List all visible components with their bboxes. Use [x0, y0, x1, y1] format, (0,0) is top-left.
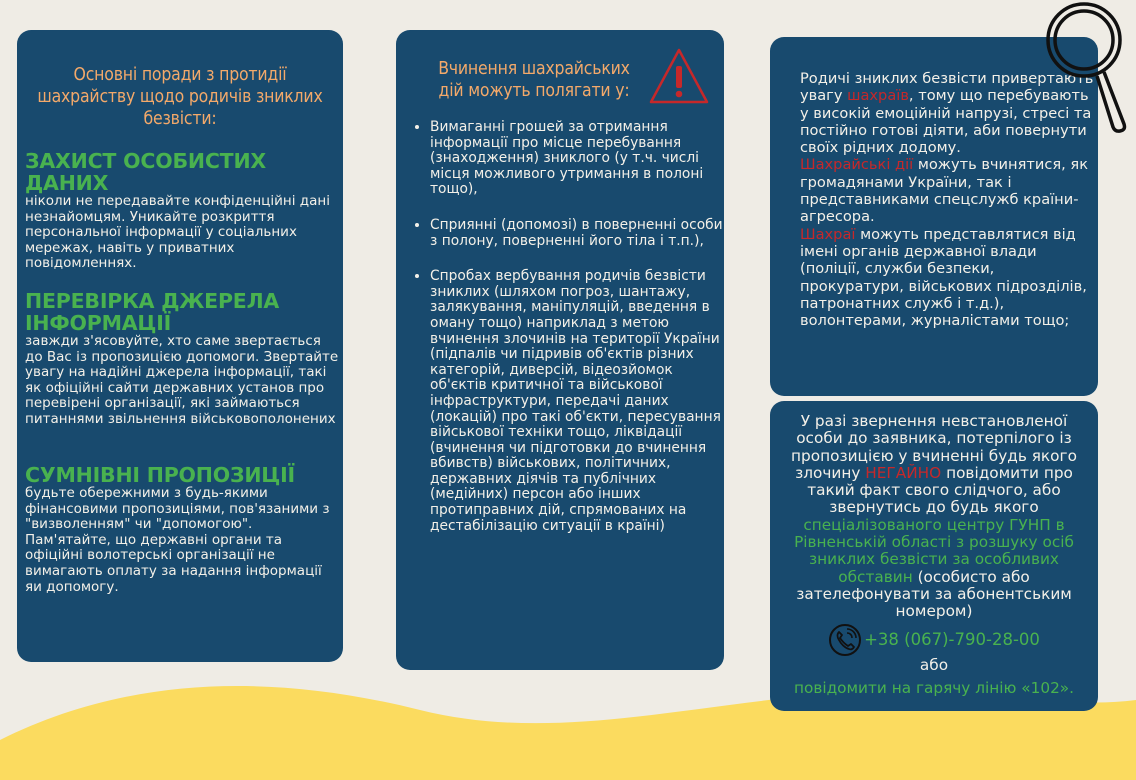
phone-number-link[interactable]: +38 (067)-790-28-00	[864, 630, 1040, 650]
section-heading: ЗАХИСТ ОСОБИСТИХ ДАНИХ	[25, 149, 267, 195]
section-doubtful-offers	[25, 464, 339, 595]
tips-panel	[17, 30, 343, 662]
text-segment: , тому що перебувають у високій емоційній напрузі, стресі та постійно готові діяти, аби повернути своїх рідних додому.	[800, 87, 1092, 157]
section-body: ніколи не передавайте конфіденційні дані незнайомцям. Уникайте розкриття персональної інформації у соціальних мережах, навіть у приватних повідомленнях.	[25, 193, 330, 272]
text-segment: Родичі зниклих безвісти привертають увагу	[800, 70, 1094, 105]
or-text: або	[919, 655, 949, 674]
section-source-check	[25, 290, 339, 428]
text-segment: можуть вчинятися, як громадянами України, так і представниками спецслужб країни-агресора.	[800, 156, 1089, 226]
highlight-red: Шахрайські дії	[800, 156, 914, 174]
section-body: завжди з'ясовуйте, хто саме звертається до Вас із пропозицією допомоги. Звертайте увагу на надійні джерела інформації, такі як офіційні сайти державних установ про перевірені організації, які займаються питаннями звільнення військовополонених	[25, 333, 339, 427]
text-segment: У разі звернення невстановленої особи до заявника, потерпілого із пропозицією у вчиненні будь якого злочину	[791, 412, 1077, 482]
section-body: будьте обережними з будь-якими фінансовими пропозиціями, пов'язаними з "визволенням" чи "допомогою". Пам'ятайте, що державні органи та офіційні волотерські організації не вимагають оплату за надання інформації яи допомогу.	[25, 485, 330, 595]
text-segment: можуть представлятися від імені органів державної влади (поліції, служби безпеки, прокуратури, військових підрозділів, патронатних служб і т.д.), волонтерами, журналістами тощо;	[800, 225, 1087, 330]
list-item: • Вимаганні грошей за отримання інформації про місце перебування (знаходження) зниклого (у т.ч. числі місця можливого утримання в полоні тощо),	[430, 120, 730, 198]
magnifier-icon	[1042, 0, 1132, 140]
contact-panel	[770, 401, 1098, 711]
text-segment: (особисто або зателефонувати за абонентським номером)	[796, 567, 1072, 621]
tips-title: Основні поради з протидії шахрайству щодо родичів зниклих безвісти:	[37, 65, 323, 129]
phone-row	[778, 623, 1090, 657]
warning-triangle-icon	[648, 46, 710, 108]
section-personal-data	[25, 150, 339, 272]
highlight-green: спеціалізованого центру ГУНП в Рівненській області з розшуку осіб зниклих безвісти за особливих обставин	[794, 515, 1074, 586]
fraud-actions-panel	[396, 30, 724, 670]
list-item: • Сприянні (допомозі) в поверненні особи з полону, поверненні його тіла і т.п.),	[430, 218, 730, 249]
fraud-actions-title: Вчинення шахрайських дій можуть полягати у:	[438, 59, 630, 101]
highlight-red: шахраїв	[847, 87, 909, 105]
text-segment: повідомити про такий факт свого слідчого, або звернутись до будь якого	[807, 463, 1073, 517]
highlight-red: НЕГАЙНО	[865, 463, 942, 482]
highlight-red: Шахраї	[800, 225, 856, 243]
contact-text	[778, 413, 1090, 621]
fraud-actions-list	[410, 120, 730, 554]
hotline-text: повідомити на гарячу лінію «102».	[793, 678, 1075, 697]
section-heading: ПЕРЕВІРКА ДЖЕРЕЛА ІНФОРМАЦІЇ	[25, 289, 280, 335]
list-item: • Спробах вербування родичів безвісти зниклих (шляхом погроз, шантажу, залякування, маніпуляцій, введення в оману тощо) наприклад з метою вчинення злочинів на території України (підпалів чи підривів об'єктів різних категорій, диверсій, відеозйомок об'єктів критичної та військової інфраструктури, передачі даних (локацій) про такі об'єкти, пересування військової техніки тощо, ліквідації (вчинення чи підготовки до вчинення вбивств) військових, політичних, державних діячів та публічних (медійних) персон або інших протиправних дій, спрямованих на дестабілізацію ситуації в країні)	[430, 269, 730, 534]
phone-icon	[828, 623, 862, 657]
section-heading: СУМНІВНІ ПРОПОЗИЦІЇ	[25, 463, 295, 487]
